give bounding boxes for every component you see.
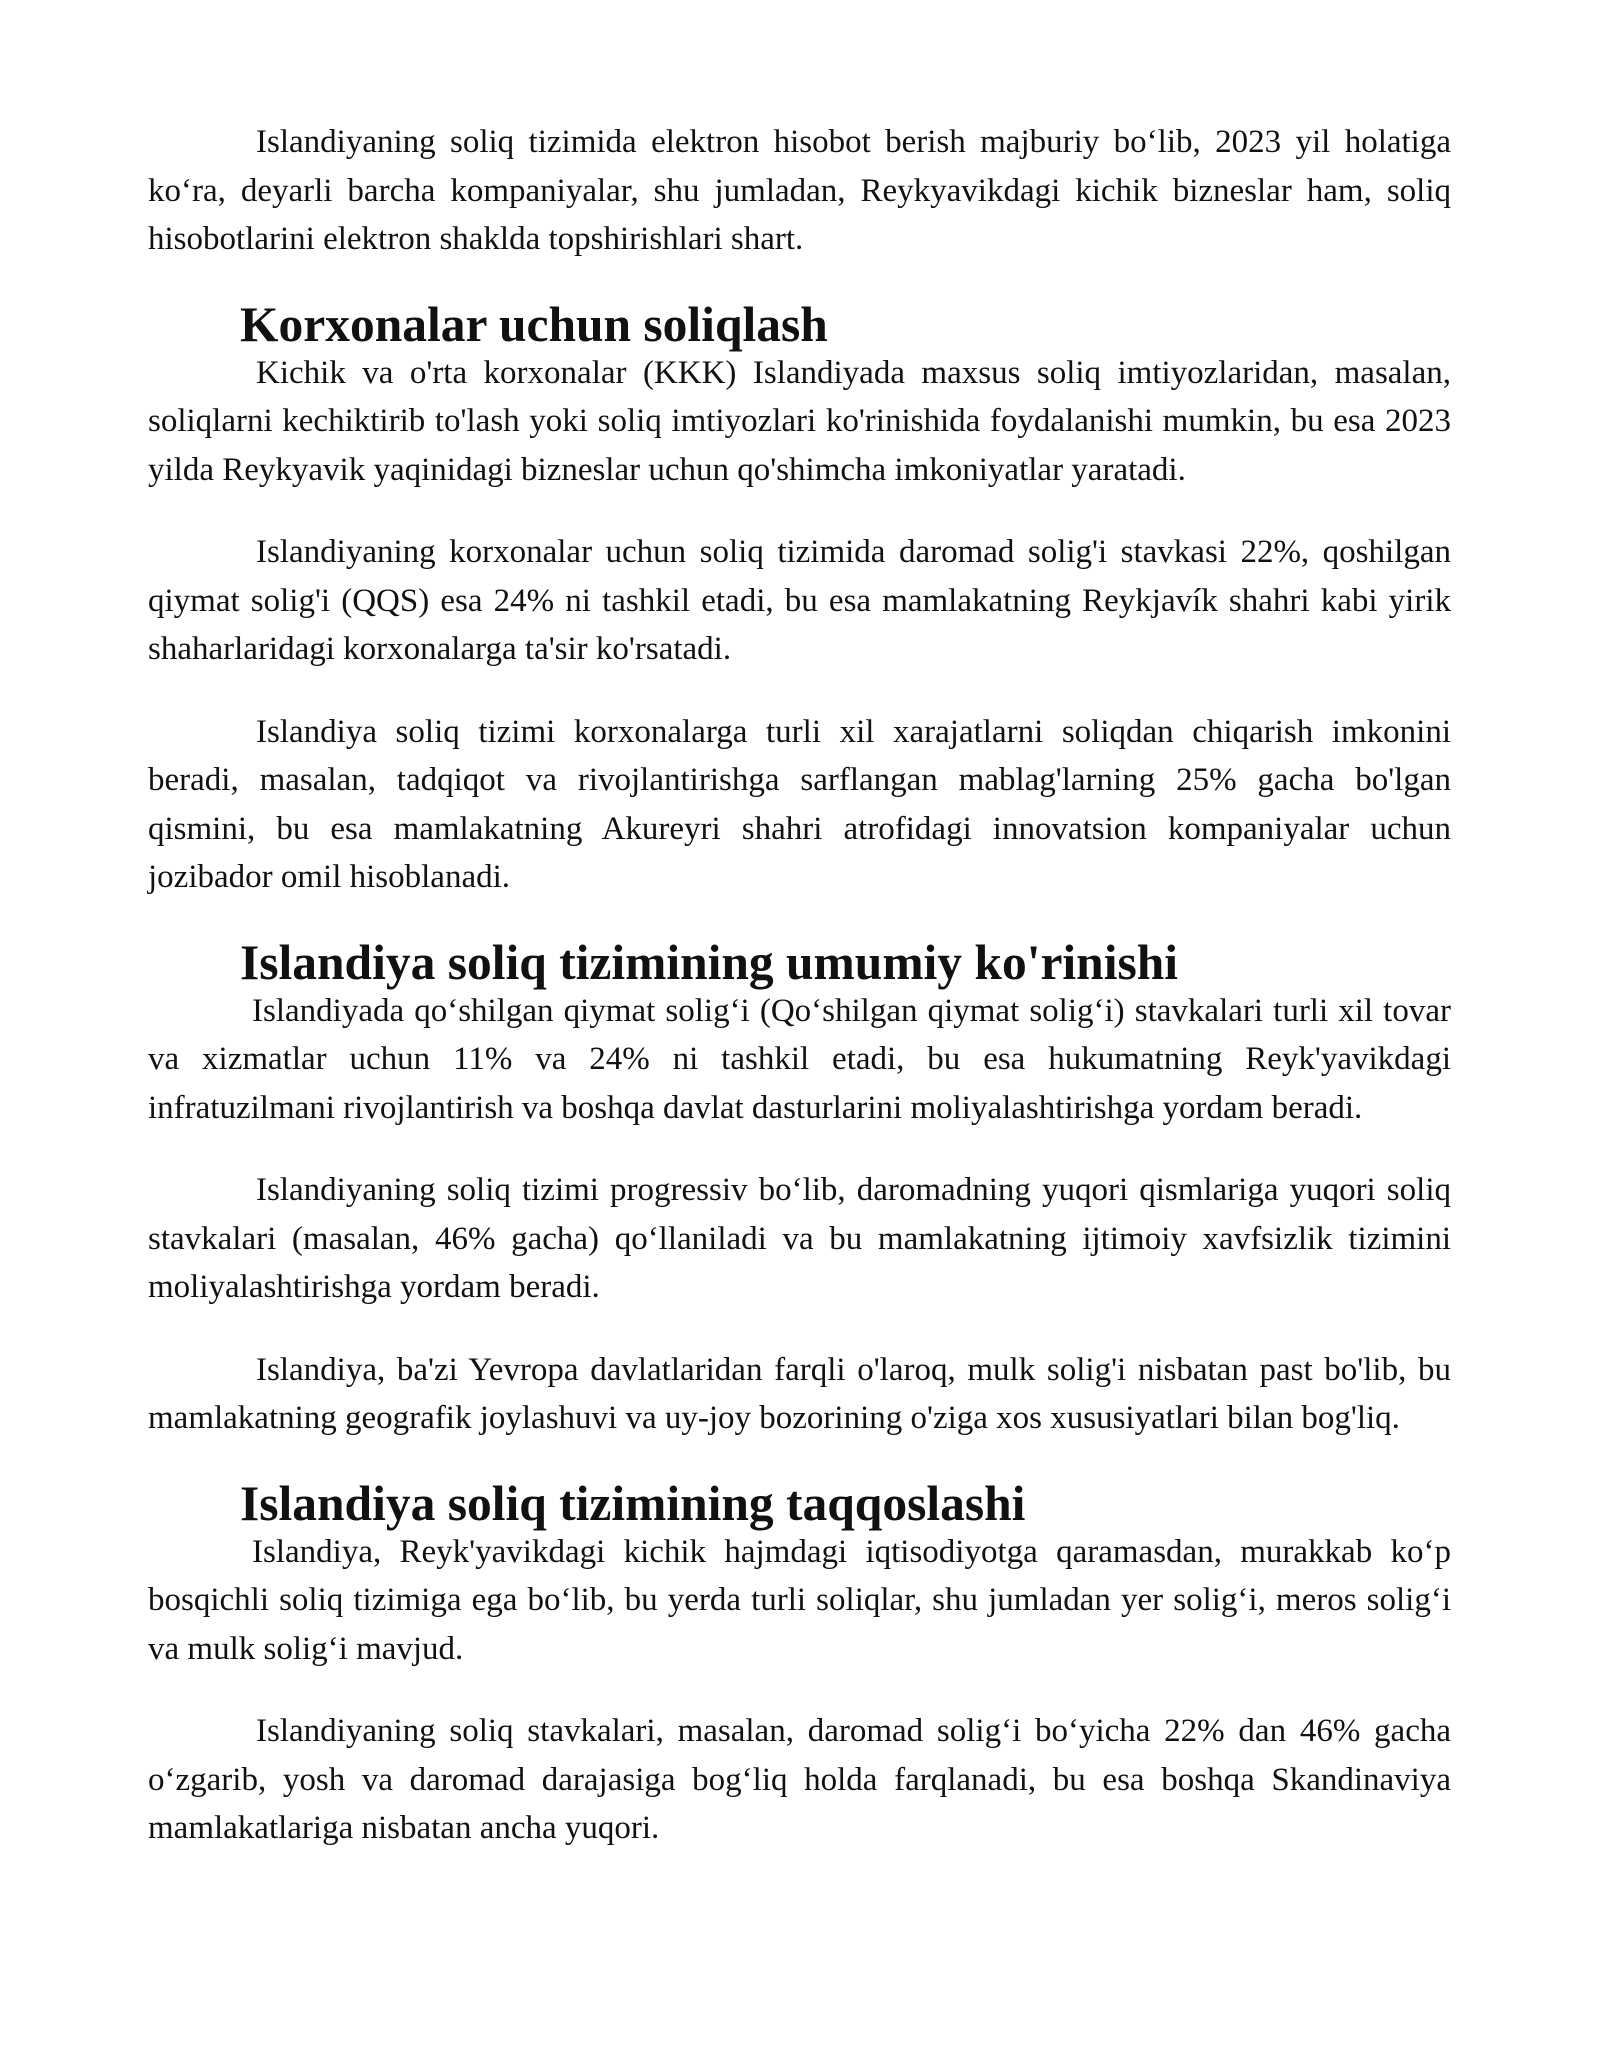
paragraph-electronic-reporting: Islandiyaning soliq tizimida elektron hisobot berish majburiy bo‘lib, 2023 yil holatiga ko‘ra, deyarli barcha kompaniyalar, shu jumladan, Reykyavikdagi kichik bizneslar ham, soliq hisobotlarini elektron shaklda topshirishlari shart.: [148, 124, 1451, 257]
paragraph-progressive-tax: Islandiyaning soliq tizimi progressiv bo‘lib, daromadning yuqori qismlariga yuqori soliq stavkalari (masalan, 46% gacha) qo‘llaniladi va bu mamlakatning ijtimoiy xavfsizlik tizimini moliyalashtirishga yordam beradi.: [148, 1172, 1451, 1305]
paragraph-sme-benefits: Kichik va o'rta korxonalar (KKK) Islandiyada maxsus soliq imtiyozlaridan, masalan, soliqlarni kechiktirib to'lash yoki soliq imtiyozlari ko'rinishida foydalanishi mumkin, bu esa 2023 yilda Reykyavik yaqinidagi bizneslar uchun qo'shimcha imkoniyatlar yaratadi.: [148, 354, 1451, 488]
paragraph-corporate-rates: Islandiyaning korxonalar uchun soliq tizimida daromad solig'i stavkasi 22%, qoshilgan qiymat solig'i (QQS) esa 24% ni tashkil etadi, bu esa mamlakatning Reykjavík shahri kabi yirik shaharlaridagi korxonalarga ta'sir ko'rsatadi.: [148, 534, 1451, 667]
heading-corporate-taxation: Korxonalar uchun soliqlash: [240, 296, 828, 352]
paragraph-income-tax-range: Islandiyaning soliq stavkalari, masalan, daromad solig‘i bo‘yicha 22% dan 46% gacha o‘zgarib, yosh va daromad darajasiga bog‘liq holda farqlanadi, bu esa boshqa Skandinaviya mamlakatlariga nisbatan ancha yuqori.: [148, 1713, 1451, 1846]
paragraph-rd-deductions: Islandiya soliq tizimi korxonalarga turli xil xarajatlarni soliqdan chiqarish imkonini beradi, masalan, tadqiqot va rivojlantirishga sarflangan mablag'larning 25% gacha bo'lgan qismini, bu esa mamlakatning Akureyri shahri atrofidagi innovatsion kompaniyalar uchun jozibador omil hisoblanadi.: [148, 713, 1451, 895]
paragraph-property-tax: Islandiya, ba'zi Yevropa davlatlaridan farqli o'laroq, mulk solig'i nisbatan past bo'lib, bu mamlakatning geografik joylashuvi va uy-joy bozorining o'ziga xos xususiyatlari bilan bog'liq.: [148, 1351, 1451, 1436]
heading-tax-comparison: Islandiya soliq tizimining taqqoslashi: [240, 1475, 1026, 1531]
document-page: [148, 118, 1451, 1853]
paragraph-multilevel-system: Islandiya, Reyk'yavikdagi kichik hajmdagi iqtisodiyotga qaramasdan, murakkab ko‘p bosqichli soliq tizimiga ega bo‘lib, bu yerda turli soliqlar, shu jumladan yer solig‘i, meros solig‘i va mulk solig‘i mavjud.: [148, 1533, 1451, 1667]
paragraph-vat-rates: Islandiyada qo‘shilgan qiymat solig‘i (Qo‘shilgan qiymat solig‘i) stavkalari turli xil tovar va xizmatlar uchun 11% va 24% ni tashkil etadi, bu esa hukumatning Reyk'yavikdagi infratuzilmani rivojlantirish va boshqa davlat dasturlarini moliyalashtirishga yordam beradi.: [148, 992, 1451, 1126]
heading-tax-overview: Islandiya soliq tizimining umumiy ko'rinishi: [240, 934, 1179, 990]
